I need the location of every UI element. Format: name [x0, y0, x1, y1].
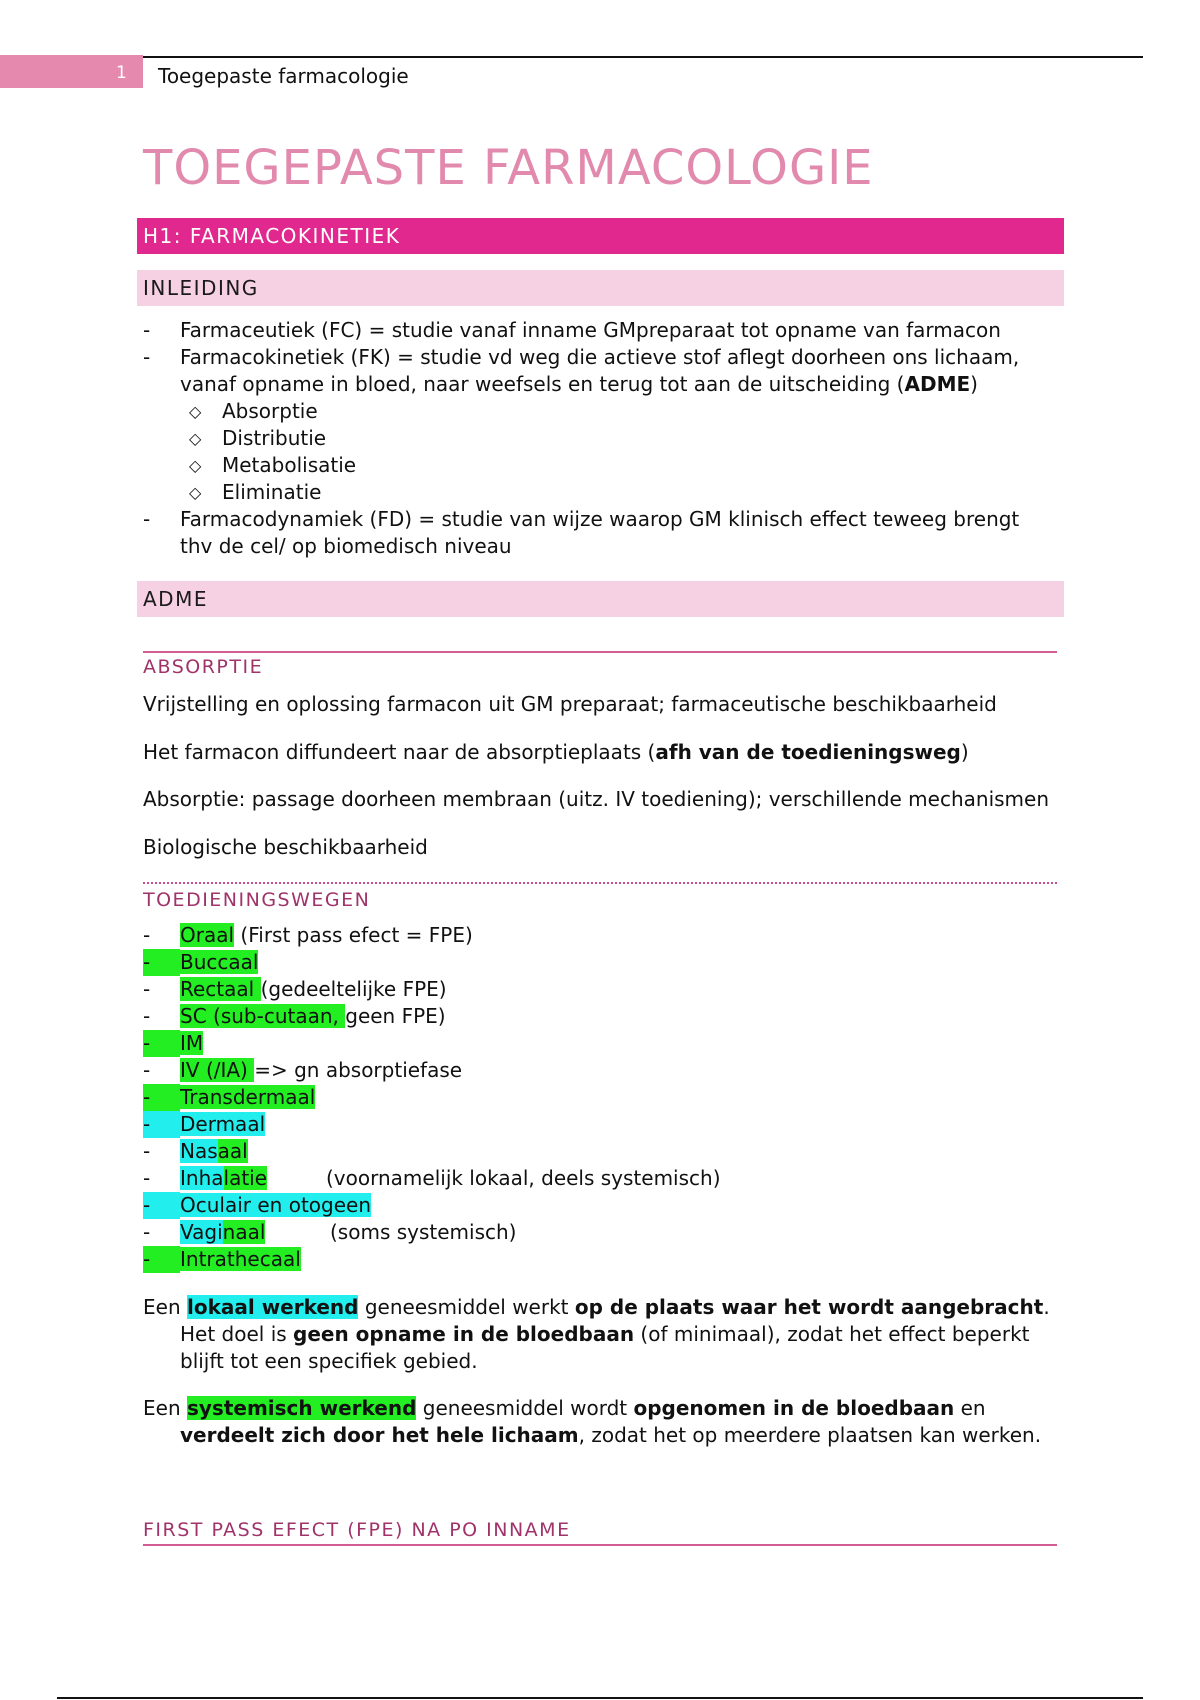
route-oculair: Oculair en otogeen [180, 1193, 371, 1217]
subheading-rule [143, 1544, 1057, 1546]
bullet-dash: - [143, 1220, 151, 1244]
lokaal-paragraph-line2: Het doel is geen opname in de bloedbaan (of minimaal), zodat het effect beperkt [180, 1322, 1030, 1346]
diamond-bullet-icon: ◇ [189, 429, 202, 448]
bullet-dash: - [143, 318, 151, 342]
absorptie-paragraph-1: Vrijstelling en oplossing farmacon uit GM preparaat; farmaceutische beschikbaarheid [143, 692, 997, 716]
adme-item: Distributie [222, 426, 327, 450]
bullet-dash: - [143, 1058, 151, 1082]
bullet-dash: - [143, 1246, 180, 1273]
diamond-bullet-icon: ◇ [189, 483, 202, 502]
list-item-fk-line1: Farmacokinetiek (FK) = studie vd weg die actieve stof aflegt doorheen ons lichaam, [180, 345, 1020, 369]
adme-item: Metabolisatie [222, 453, 357, 477]
document-title: TOEGEPASTE FARMACOLOGIE [143, 140, 874, 196]
section-heading-adme: ADME [137, 581, 1064, 617]
bullet-dash: - [143, 1111, 180, 1138]
route-transdermaal: Transdermaal [180, 1085, 316, 1109]
bullet-dash: - [143, 345, 151, 369]
bullet-dash: - [143, 1084, 180, 1111]
subheading-absorptie: ABSORPTIE [143, 656, 264, 678]
route-sc: SC (sub-cutaan, geen FPE) [180, 1004, 446, 1028]
route-iv: IV (/IA) => gn absorptiefase [180, 1058, 463, 1082]
route-im: IM [180, 1031, 204, 1055]
bullet-dash: - [143, 507, 151, 531]
chapter-heading: H1: FARMACOKINETIEK [137, 218, 1064, 254]
adme-item: Eliminatie [222, 480, 322, 504]
list-item-fc: Farmaceutiek (FC) = studie vanaf inname GMpreparaat tot opname van farmacon [180, 318, 1001, 342]
subheading-rule [143, 651, 1057, 653]
subheading-first-pass-effect: FIRST PASS EFECT (FPE) NA PO INNAME [143, 1519, 571, 1541]
absorptie-paragraph-3: Absorptie: passage doorheen membraan (uitz. IV toediening); verschillende mechanismen [143, 787, 1050, 811]
section-heading-inleiding: INLEIDING [137, 270, 1064, 306]
route-inhalatie: Inhalatie [180, 1166, 268, 1190]
bullet-dash: - [143, 1030, 180, 1057]
route-rectaal: Rectaal (gedeeltelijke FPE) [180, 977, 447, 1001]
lokaal-paragraph-line3: blijft tot een specifiek gebied. [180, 1349, 478, 1373]
systemisch-paragraph-line2: verdeelt zich door het hele lichaam, zodat het op meerdere plaatsen kan werken. [180, 1423, 1042, 1447]
absorptie-paragraph-2: Het farmacon diffundeert naar de absorptieplaats (afh van de toedieningsweg) [143, 740, 969, 764]
header-rule [143, 56, 1143, 58]
systemisch-paragraph-line1: Een systemisch werkend geneesmiddel wordt opgenomen in de bloedbaan en [143, 1396, 986, 1420]
route-oraal: Oraal (First pass efect = FPE) [180, 923, 473, 947]
list-item-fd-line1: Farmacodynamiek (FD) = studie van wijze waarop GM klinisch effect teweeg brengt [180, 507, 1020, 531]
bullet-dash: - [143, 923, 151, 947]
diamond-bullet-icon: ◇ [189, 402, 202, 421]
bullet-dash: - [143, 977, 151, 1001]
footer-rule [57, 1697, 1143, 1699]
adme-bold: ADME [904, 372, 971, 396]
bullet-dash: - [143, 949, 180, 976]
route-dermaal: Dermaal [180, 1112, 266, 1136]
running-title: Toegepaste farmacologie [158, 64, 409, 88]
route-inhalatie-note: (voornamelijk lokaal, deels systemisch) [326, 1166, 721, 1190]
diamond-bullet-icon: ◇ [189, 456, 202, 475]
lokaal-paragraph-line1: Een lokaal werkend geneesmiddel werkt op de plaats waar het wordt aangebracht. [143, 1295, 1050, 1319]
subheading-dotted-rule [143, 882, 1057, 884]
bullet-dash: - [143, 1192, 180, 1219]
route-buccaal: Buccaal [180, 950, 259, 974]
adme-item: Absorptie [222, 399, 318, 423]
bullet-dash: - [143, 1166, 151, 1190]
bullet-dash: - [143, 1004, 151, 1028]
bullet-dash: - [143, 1139, 151, 1163]
route-vaginaal: Vaginaal [180, 1220, 266, 1244]
absorptie-paragraph-4: Biologische beschikbaarheid [143, 835, 428, 859]
subheading-toedieningswegen: TOEDIENINGSWEGEN [143, 889, 371, 911]
list-item-fd-line2: thv de cel/ op biomedisch niveau [180, 534, 512, 558]
route-nasaal: Nasaal [180, 1139, 248, 1163]
page-number: 1 [116, 63, 127, 83]
route-vaginaal-note: (soms systemisch) [330, 1220, 517, 1244]
route-intrathecaal: Intrathecaal [180, 1247, 301, 1271]
list-item-fk-line2: vanaf opname in bloed, naar weefsels en terug tot aan de uitscheiding (ADME) [180, 372, 978, 396]
